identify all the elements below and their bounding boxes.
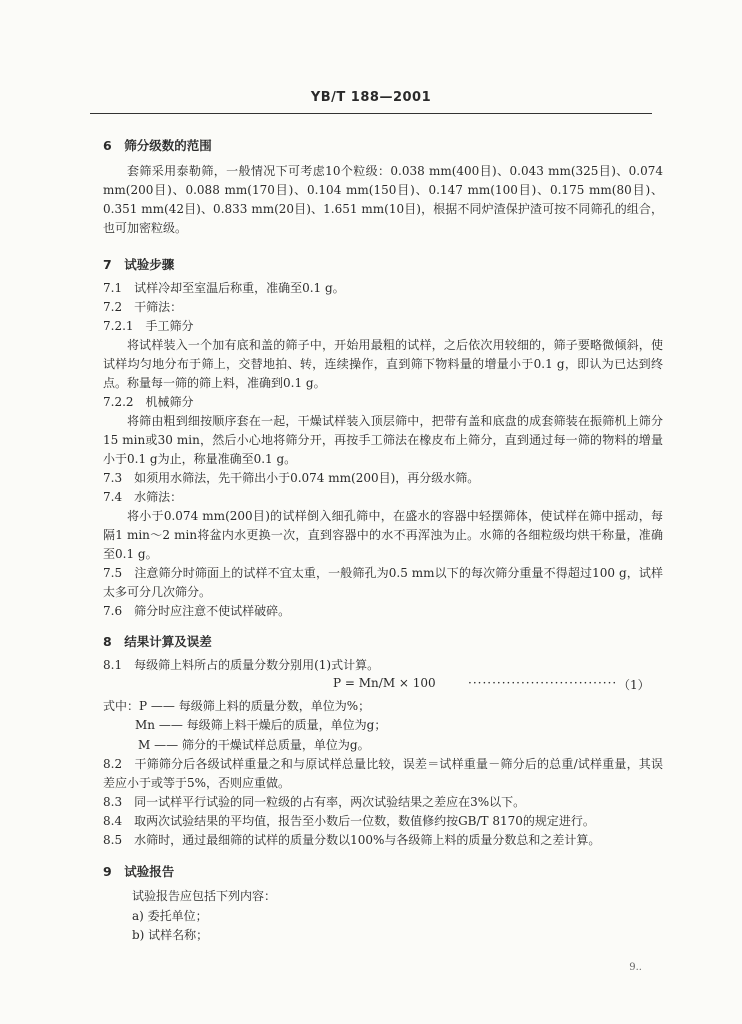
clause-7-6: 7.6 筛分时应注意不使试样破碎。 xyxy=(103,604,291,618)
clause-7-5: 7.5 注意筛分时筛面上的试样不宜太重，一般筛孔为0.5 mm以下的每次筛分重量不得超过100 g，试样太多可分几次筛分。 xyxy=(103,566,663,599)
clause-7-2-2-body: 将筛由粗到细按顺序套在一起，干燥试样装入顶层筛中，把带有盖和底盘的成套筛装在振筛机上筛分15 min或30 min，然后小心地将筛分开，再按手工筛法在橡皮布上筛分，直到通过每一筛的物料的增量小于0.1 g为止，称量准确至0.1 g。 xyxy=(103,414,663,466)
clause-7-4-body: 将小于0.074 mm(200目)的试样倒入细孔筛中，在盛水的容器中轻摆筛体，使试样在筛中摇动，每隔1 min～2 min将盆内水更换一次，直到容器中的水不再浑浊为止。水筛的各细粒级均烘干称量，准确至0.1 g。 xyxy=(103,509,663,561)
clause-7-1: 7.1 试样冷却至室温后称重，准确至0.1 g。 xyxy=(103,281,345,295)
formula-dots: ······························· xyxy=(468,676,618,690)
report-intro: 试验报告应包括下列内容： xyxy=(132,889,277,903)
section-7-title: 7 试验步骤 xyxy=(103,257,175,272)
report-item-a: a) 委托单位； xyxy=(132,909,208,923)
clause-7-4-title: 7.4 水筛法： xyxy=(103,490,183,504)
clause-7-2-2-title: 7.2.2 机械筛分 xyxy=(103,395,194,409)
formula-number: （1） xyxy=(618,678,650,692)
section-9-title: 9 试验报告 xyxy=(103,864,175,879)
where-m: M —— 筛分的干燥试样总质量，单位为g。 xyxy=(138,738,370,752)
where-p: 式中：P —— 每级筛上料的质量分数，单位为%； xyxy=(103,699,371,713)
standard-code-header: YB/T 188—2001 xyxy=(310,90,432,105)
formula-1: P = Mn/M × 100 xyxy=(333,676,436,690)
page-mark: 9.. xyxy=(629,962,642,973)
clause-7-2-1-title: 7.2.1 手工筛分 xyxy=(103,319,194,333)
clause-8-1: 8.1 每级筛上料所占的质量分数分别用(1)式计算。 xyxy=(103,658,380,672)
section-6-title: 6 筛分级数的范围 xyxy=(103,138,212,153)
clause-8-4: 8.4 取两次试验结果的平均值，报告至小数后一位数，数值修约按GB/T 8170的规定进行。 xyxy=(103,814,595,828)
header-rule xyxy=(90,113,652,114)
clause-7-2: 7.2 干筛法： xyxy=(103,300,183,314)
clause-7-3: 7.3 如须用水筛法，先干筛出小于0.074 mm(200目)，再分级水筛。 xyxy=(103,471,480,485)
clause-8-2: 8.2 干筛筛分后各级试样重量之和与原试样总量比较，误差＝试样重量－筛分后的总重/试样重量，其误差应小于或等于5%，否则应重做。 xyxy=(103,757,663,790)
report-item-b: b) 试样名称； xyxy=(132,928,209,942)
clause-8-3: 8.3 同一试样平行试验的同一粒级的占有率，两次试验结果之差应在3%以下。 xyxy=(103,795,526,809)
section-6-body: 套筛采用泰勒筛，一般情况下可考虑10个粒级：0.038 mm(400目)、0.043 mm(325目)、0.074 mm(200目)、0.088 mm(170目)、0.104 mm(150目)、0.147 mm(100目)、0.175 mm(80目)、0.351 mm(42目)、0.833 mm(20目)、1.651 mm(10目)，根据不同炉渣保护渣可按不同筛孔的组合，也可加密粒级。 xyxy=(103,164,663,235)
where-mn: Mn —— 每级筛上料干燥后的质量，单位为g； xyxy=(135,718,387,732)
clause-8-5: 8.5 水筛时，通过最细筛的试样的质量分数以100%与各级筛上料的质量分数总和之差计算。 xyxy=(103,833,601,847)
clause-7-2-1-body: 将试样装入一个加有底和盖的筛子中，开始用最粗的试样，之后依次用较细的，筛子要略微倾斜，使试样均匀地分布于筛上，交替地拍、转，连续操作，直到筛下物料量的增量小于0.1 g，即认为已达到终点。称量每一筛的筛上料，准确到0.1 g。 xyxy=(103,338,663,390)
section-8-title: 8 结果计算及误差 xyxy=(103,634,212,649)
